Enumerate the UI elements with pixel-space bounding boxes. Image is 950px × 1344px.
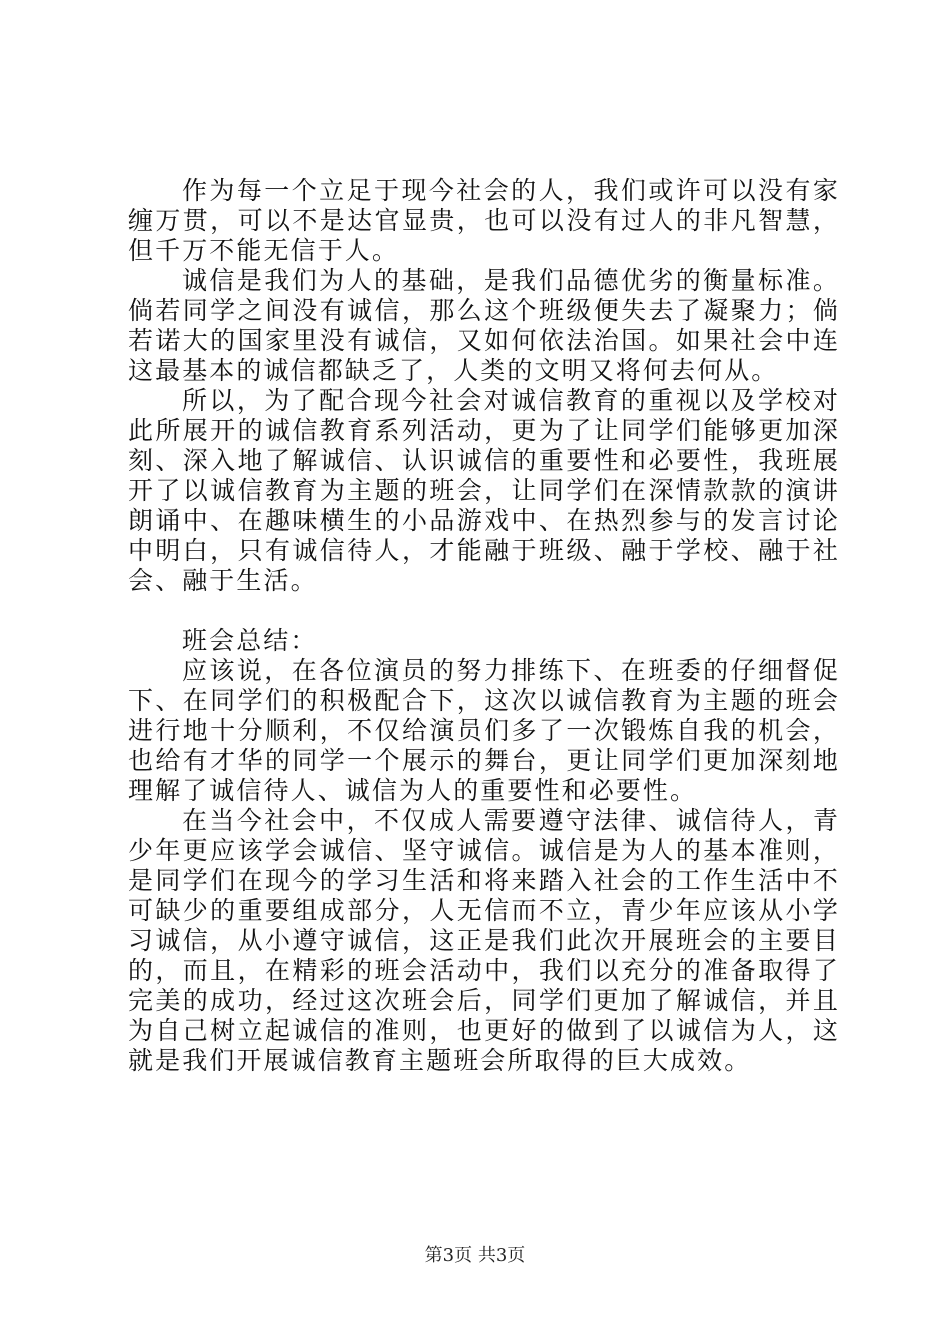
paragraph-intro-2: 诚信是我们为人的基础，是我们品德优劣的衡量标准。倘若同学之间没有诚信，那么这个班级便失去了凝聚力；倘若诺大的国家里没有诚信，又如何依法治国。如果社会中连这最基本的诚信都缺乏了，人类的文明又将何去何从。	[128, 266, 840, 385]
paragraph-summary-2: 在当今社会中，不仅成人需要遵守法律、诚信待人，青少年更应该学会诚信、坚守诚信。诚信是为人的基本准则，是同学们在现今的学习生活和将来踏入社会的工作生活中不可缺少的重要组成部分，人无信而不立，青少年应该从小学习诚信，从小遵守诚信，这正是我们此次开展班会的主要目的，而且，在精彩的班会活动中，我们以充分的准备取得了完美的成功，经过这次班会后，同学们更加了解诚信，并且为自己树立起诚信的准则，也更好的做到了以诚信为人，这就是我们开展诚信教育主题班会所取得的巨大成效。	[128, 806, 840, 1075]
paragraph-intro-3: 所以，为了配合现今社会对诚信教育的重视以及学校对此所展开的诚信教育系列活动，更为了让同学们能够更加深刻、深入地了解诚信、认识诚信的重要性和必要性，我班展开了以诚信教育为主题的班会，让同学们在深情款款的演讲朗诵中、在趣味横生的小品游戏中、在热烈参与的发言讨论中明白，只有诚信待人，才能融于班级、融于学校、融于社会、融于生活。	[128, 386, 840, 595]
paragraph-intro-1: 作为每一个立足于现今社会的人，我们或许可以没有家缠万贯，可以不是达官显贵，也可以没有过人的非凡智慧，但千万不能无信于人。	[128, 176, 840, 265]
paragraph-summary-1: 应该说，在各位演员的努力排练下、在班委的仔细督促下、在同学们的积极配合下，这次以诚信教育为主题的班会进行地十分顺利，不仅给演员们多了一次锻炼自我的机会，也给有才华的同学一个展示的舞台，更让同学们更加深刻地理解了诚信待人、诚信为人的重要性和必要性。	[128, 656, 840, 805]
page-footer: 第3页 共3页	[424, 1245, 526, 1266]
summary-heading: 班会总结：	[182, 626, 318, 655]
document-body	[128, 176, 840, 1076]
